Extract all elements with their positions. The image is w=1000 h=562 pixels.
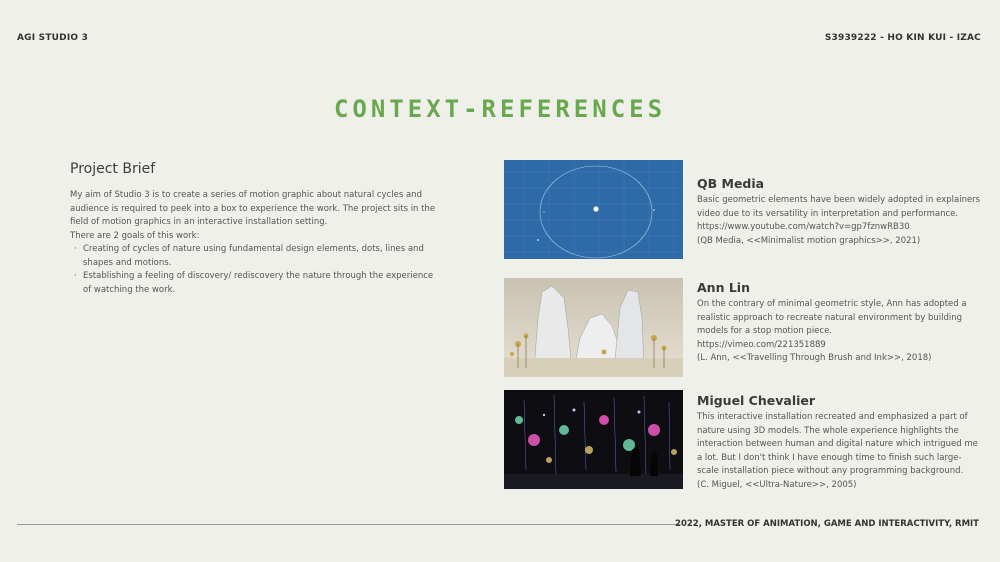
reference-text: Basic geometric elements have been widely adopted in explainers video due to its versatility in interpretation and performance. (697, 195, 981, 219)
reference-text: On the contrary of minimal geometric style, Ann has adopted a realistic approach to recreate natural environment by building models for a stop motion piece. (697, 299, 967, 336)
reference-name: Miguel Chevalier (697, 393, 816, 408)
reference-url[interactable]: https://vimeo.com/221351889 (697, 339, 826, 350)
goal-item: · Creating of cycles of nature using fundamental design elements, dots, lines and shapes and motions. (83, 243, 440, 270)
reference-url[interactable]: https://www.youtube.com/watch?v=gp7fznwRB30 (697, 222, 910, 232)
reference-citation: (L. Ann, <<Travelling Through Brush and Ink>>, 2018) (697, 353, 932, 363)
footer-label: 2022, MASTER OF ANIMATION, GAME AND INTERACTIVITY, RMIT (675, 519, 979, 529)
reference-citation: (QB Media, <<Minimalist motion graphics>>, 2021) (697, 235, 921, 246)
reference-citation: (C. Miguel, <<Ultra-Nature>>, 2005) (697, 479, 857, 490)
goals-list (70, 243, 440, 297)
reference-name: QB Media (697, 176, 765, 191)
brief-paragraph: My aim of Studio 3 is to create a series of motion graphic about natural cycles and audience is required to peek into a box to experience the work. The project sits in the field of motion graphics in an interactive installation setting. (70, 190, 436, 227)
reference-name: Ann Lin (697, 280, 750, 295)
project-brief (70, 161, 440, 297)
page-title: CONTEXT-REFERENCES (333, 95, 667, 123)
course-label: AGI STUDIO 3 (17, 33, 89, 43)
reference-miguel-chevalier (697, 393, 982, 492)
brief-heading: Project Brief (70, 161, 156, 177)
reference-ann-lin (697, 280, 982, 366)
qb-media-image (504, 160, 683, 259)
goal-item: · Establishing a feeling of discovery/ rediscovery the nature through the experience of watching the work. (83, 270, 440, 297)
brief-goals-intro: There are 2 goals of this work: (70, 230, 200, 241)
miguel-chevalier-image (504, 390, 683, 489)
student-label: S3939222 - HO KIN KUI - IZAC (824, 33, 981, 43)
footer-divider (17, 524, 681, 525)
reference-qb-media (697, 176, 982, 248)
reference-text: This interactive installation recreated and emphasized a part of nature using 3D models. The whole experience highlights the interaction between human and digital nature which intrigued me a lot. But I don't think I have enough time to finish such large-scale installation piece without any programming background. (697, 412, 978, 476)
ann-lin-image (504, 278, 683, 377)
